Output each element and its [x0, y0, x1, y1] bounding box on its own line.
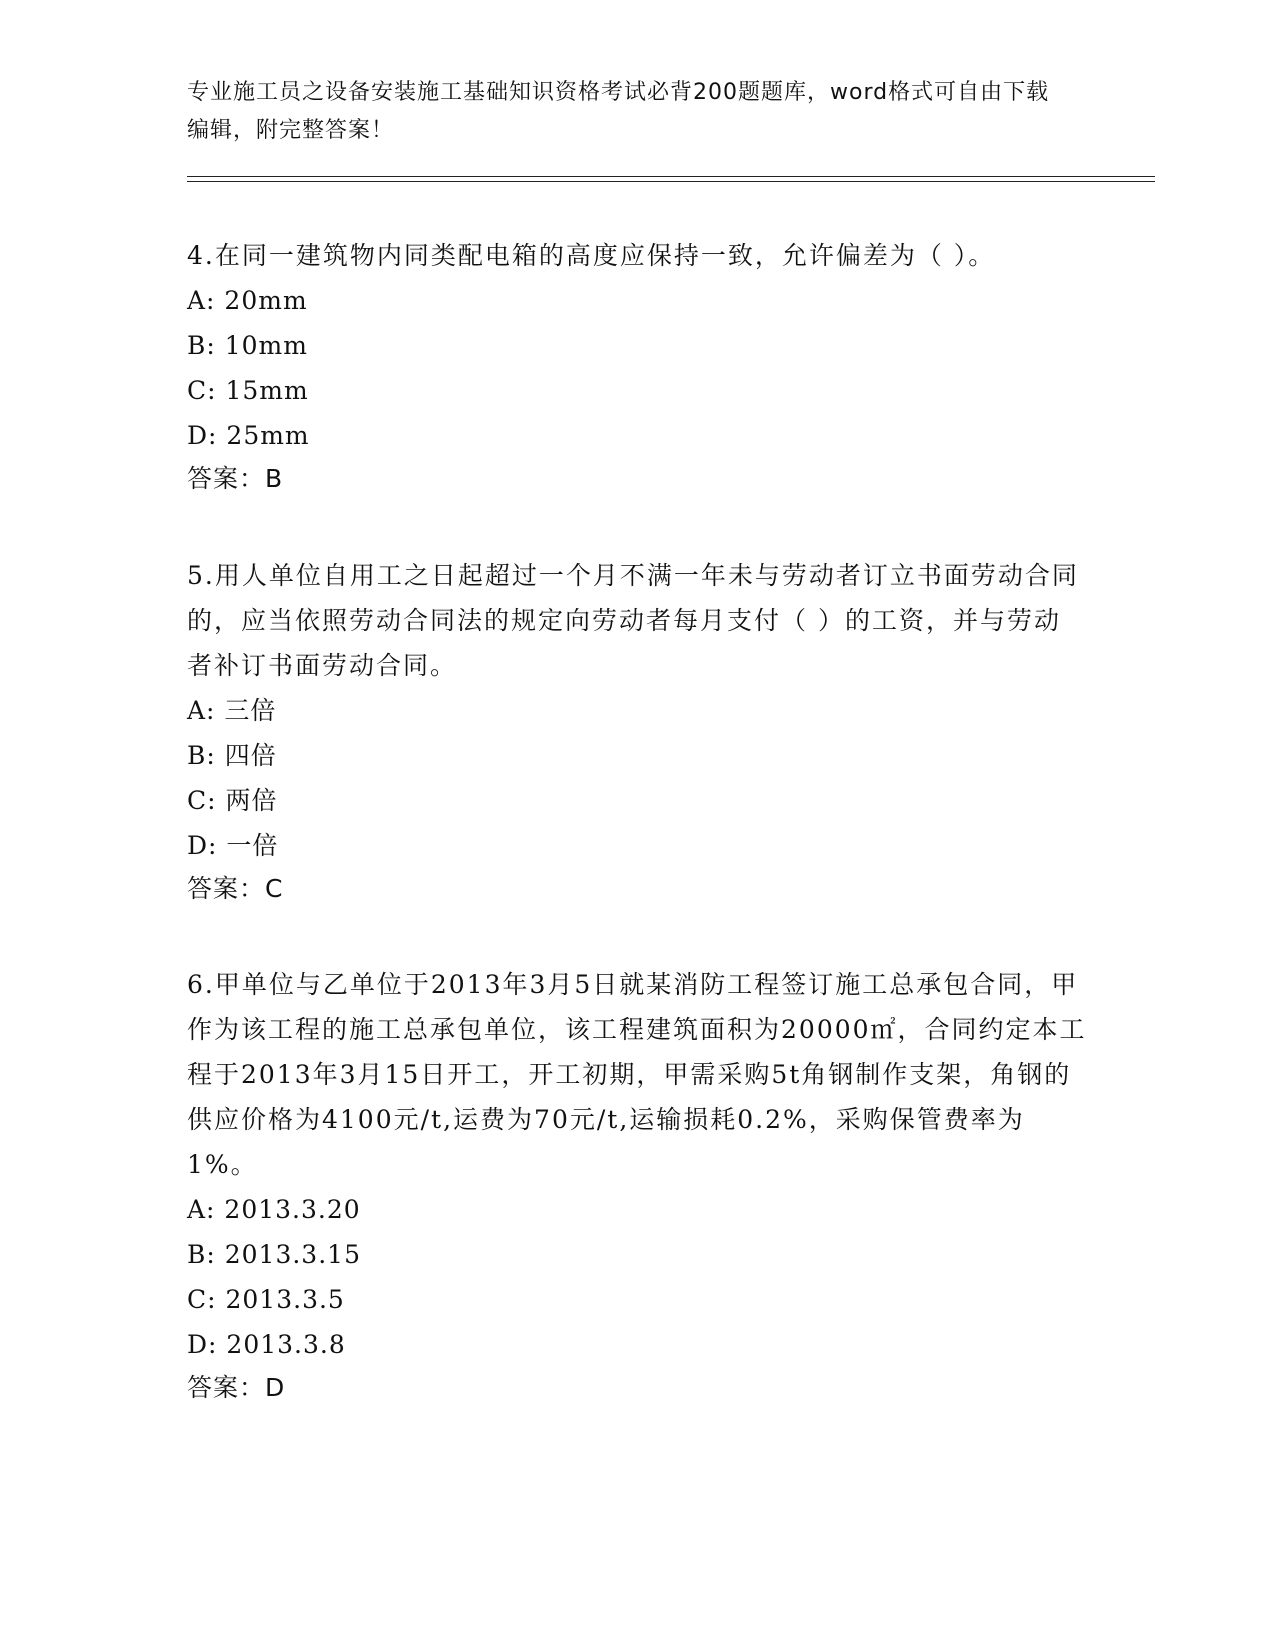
answer: 答案：C: [187, 874, 284, 903]
question-stem: 5.用人单位自用工之日起超过一个月不满一年未与劳动者订立书面劳动合同的，应当依照劳动合同法的规定向劳动者每月支付（ ）的工资，并与劳动者补订书面劳动合同。: [187, 561, 1079, 680]
header-divider-bottom: [187, 181, 1155, 182]
option-a: A: 20mm: [187, 286, 308, 315]
option-b: B: 10mm: [187, 331, 308, 360]
option-b: B: 四倍: [187, 741, 277, 770]
question-6: [187, 962, 1087, 1409]
answer: 答案：B: [187, 464, 284, 493]
question-5: [187, 553, 1087, 910]
option-d: D: 2013.3.8: [187, 1330, 346, 1359]
answer: 答案：D: [187, 1373, 286, 1402]
option-a: A: 三倍: [187, 696, 277, 725]
option-d: D: 一倍: [187, 831, 279, 860]
option-d: D: 25mm: [187, 421, 310, 450]
option-c: C: 15mm: [187, 376, 309, 405]
document-intro: 专业施工员之设备安装施工基础知识资格考试必背200题题库，word格式可自由下载编辑，附完整答案！: [187, 80, 1050, 143]
question-4: [187, 233, 1087, 500]
option-b: B: 2013.3.15: [187, 1240, 361, 1269]
option-a: A: 2013.3.20: [187, 1195, 361, 1224]
question-stem: 4.在同一建筑物内同类配电箱的高度应保持一致，允许偏差为（ ）。: [187, 241, 996, 270]
header-divider-top: [187, 176, 1155, 177]
question-stem: 6.甲单位与乙单位于2013年3月5日就某消防工程签订施工总承包合同，甲作为该工程的施工总承包单位，该工程建筑面积为20000㎡，合同约定本工程于2013年3月15日开工，开工初期，甲需采购5t角钢制作支架，角钢的供应价格为4100元/t,运费为70元/t,运输损耗0.2%，采购保管费率为1%。: [187, 970, 1087, 1179]
option-c: C: 2013.3.5: [187, 1285, 345, 1314]
option-c: C: 两倍: [187, 786, 278, 815]
